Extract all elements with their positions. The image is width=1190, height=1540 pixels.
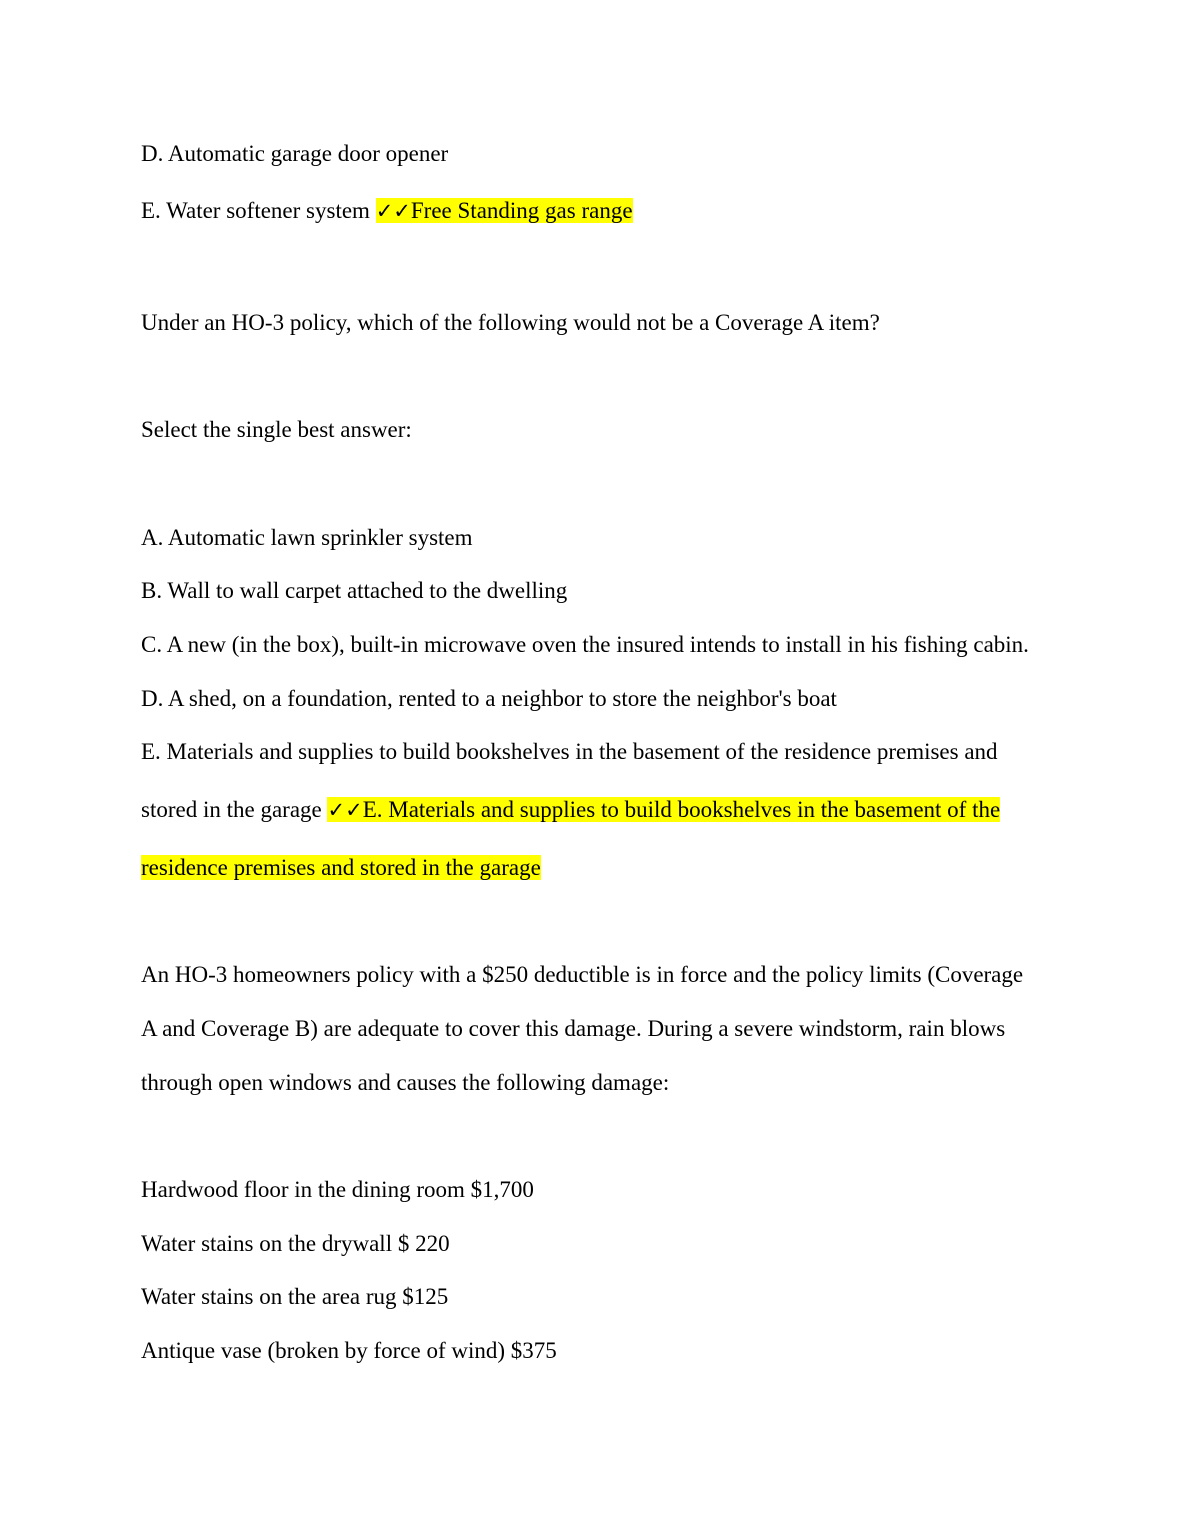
question-2-answer-line-2-row xyxy=(141,854,541,882)
question-2-option-d: D. A shed, on a foundation, rented to a neighbor to store the neighbor's boat xyxy=(141,686,837,711)
question-2-instruction: Select the single best answer: xyxy=(141,417,412,442)
prev-answer-highlight xyxy=(376,198,633,223)
checkmark-icon: ✓✓ xyxy=(375,199,411,223)
question-2-answer-highlight xyxy=(327,797,1000,822)
damage-item-2: Water stains on the drywall $ 220 xyxy=(141,1231,450,1256)
question-2-option-b: B. Wall to wall carpet attached to the dwelling xyxy=(141,578,568,603)
option-e-cont-text: stored in the garage xyxy=(141,797,322,822)
prev-option-d: D. Automatic garage door opener xyxy=(141,141,449,166)
question-3-stem-line-3: through open windows and causes the following damage: xyxy=(141,1070,670,1095)
question-2-option-a: A. Automatic lawn sprinkler system xyxy=(141,525,473,550)
question-2-answer-line-1: E. Materials and supplies to build bookshelves in the basement of the xyxy=(362,797,1001,822)
question-2-option-c: C. A new (in the box), built-in microwave oven the insured intends to install in his fishing cabin. xyxy=(141,632,1029,657)
question-2-stem: Under an HO-3 policy, which of the following would not be a Coverage A item? xyxy=(141,310,880,335)
question-2-option-e: E. Materials and supplies to build bookshelves in the basement of the residence premises and xyxy=(141,739,998,764)
damage-item-3: Water stains on the area rug $125 xyxy=(141,1284,449,1309)
damage-item-1: Hardwood floor in the dining room $1,700 xyxy=(141,1177,534,1202)
damage-item-4: Antique vase (broken by force of wind) $375 xyxy=(141,1338,557,1363)
prev-option-e-text: E. Water softener system xyxy=(141,198,370,223)
question-2-option-e-continued xyxy=(141,796,1000,824)
question-3-stem-line-1: An HO-3 homeowners policy with a $250 deductible is in force and the policy limits (Coverage xyxy=(141,962,1024,987)
checkmark-icon: ✓✓ xyxy=(327,798,363,822)
prev-answer-text: Free Standing gas range xyxy=(410,198,633,223)
prev-option-e xyxy=(141,197,633,225)
question-3-stem-line-2: A and Coverage B) are adequate to cover this damage. During a severe windstorm, rain blows xyxy=(141,1016,1006,1041)
question-2-answer-line-2: residence premises and stored in the garage xyxy=(141,855,541,880)
